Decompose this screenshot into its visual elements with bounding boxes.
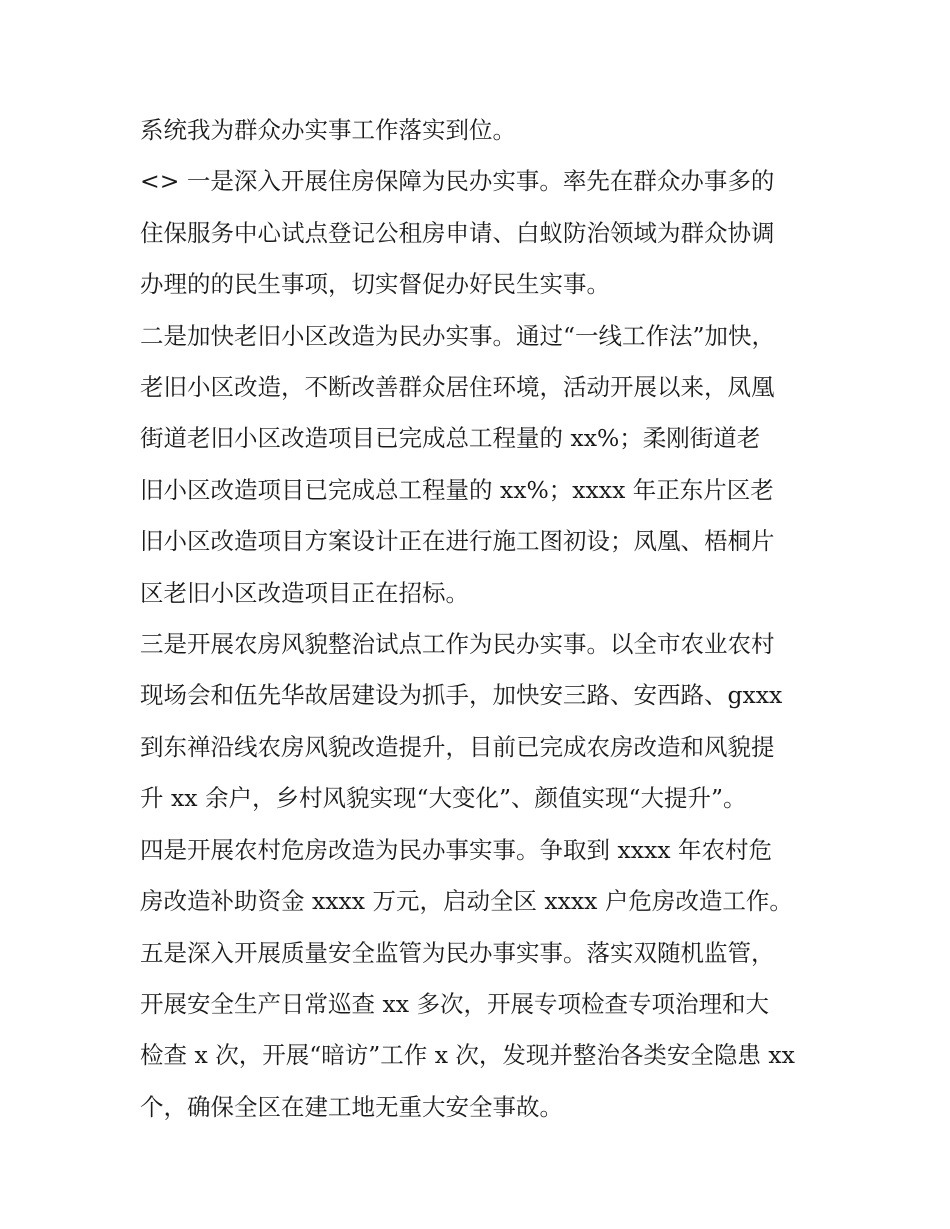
text-line: 街道老旧小区改造项目已完成总工程量的 xx%；柔刚街道老 (140, 424, 761, 452)
text-line: 办理的的民生事项，切实督促办好民生实事。 (140, 270, 610, 298)
text-line: 系统我为群众办实事工作落实到位。 (140, 116, 516, 144)
text-line: 检查 x 次，开展“暗访”工作 x 次，发现并整治各类安全隐患 xx (140, 1041, 795, 1069)
text-line: 旧小区改造项目已完成总工程量的 xx%；xxxx 年正东片区老 (140, 476, 774, 504)
text-line: 升 xx 余户，乡村风貌实现“大变化”、颜值实现“大提升”。 (140, 784, 747, 812)
text-line: 旧小区改造项目方案设计正在进行施工图初设；凤凰、梧桐片 (140, 527, 775, 555)
text-line: <> 一是深入开展住房保障为民办实事。率先在群众办事多的 (140, 167, 775, 195)
text-line: 三是开展农房风貌整治试点工作为民办实事。以全市农业农村 (140, 630, 775, 658)
text-line: 住保服务中心试点登记公租房申请、白蚁防治领域为群众协调 (140, 219, 775, 247)
text-line: 五是深入开展质量安全监管为民办事实事。落实双随机监管， (140, 939, 775, 967)
text-line: 到东禅沿线农房风貌改造提升，目前已完成农房改造和风貌提 (140, 733, 775, 761)
text-line: 二是加快老旧小区改造为民办实事。通过“一线工作法”加快， (140, 322, 776, 350)
text-line: 四是开展农村危房改造为民办事实事。争取到 xxxx 年农村危 (140, 836, 772, 864)
text-line: 开展安全生产日常巡查 xx 多次，开展专项检查专项治理和大 (140, 990, 769, 1018)
text-line: 老旧小区改造，不断改善群众居住环境，活动开展以来，凤凰 (140, 373, 775, 401)
text-line: 个，确保全区在建工地无重大安全事故。 (140, 1093, 563, 1121)
text-line: 区老旧小区改造项目正在招标。 (140, 579, 469, 607)
text-line: 房改造补助资金 xxxx 万元，启动全区 xxxx 户危房改造工作。 (140, 887, 793, 915)
text-line: 现场会和伍先华故居建设为抓手，加快安三路、安西路、gxxx (140, 681, 783, 709)
